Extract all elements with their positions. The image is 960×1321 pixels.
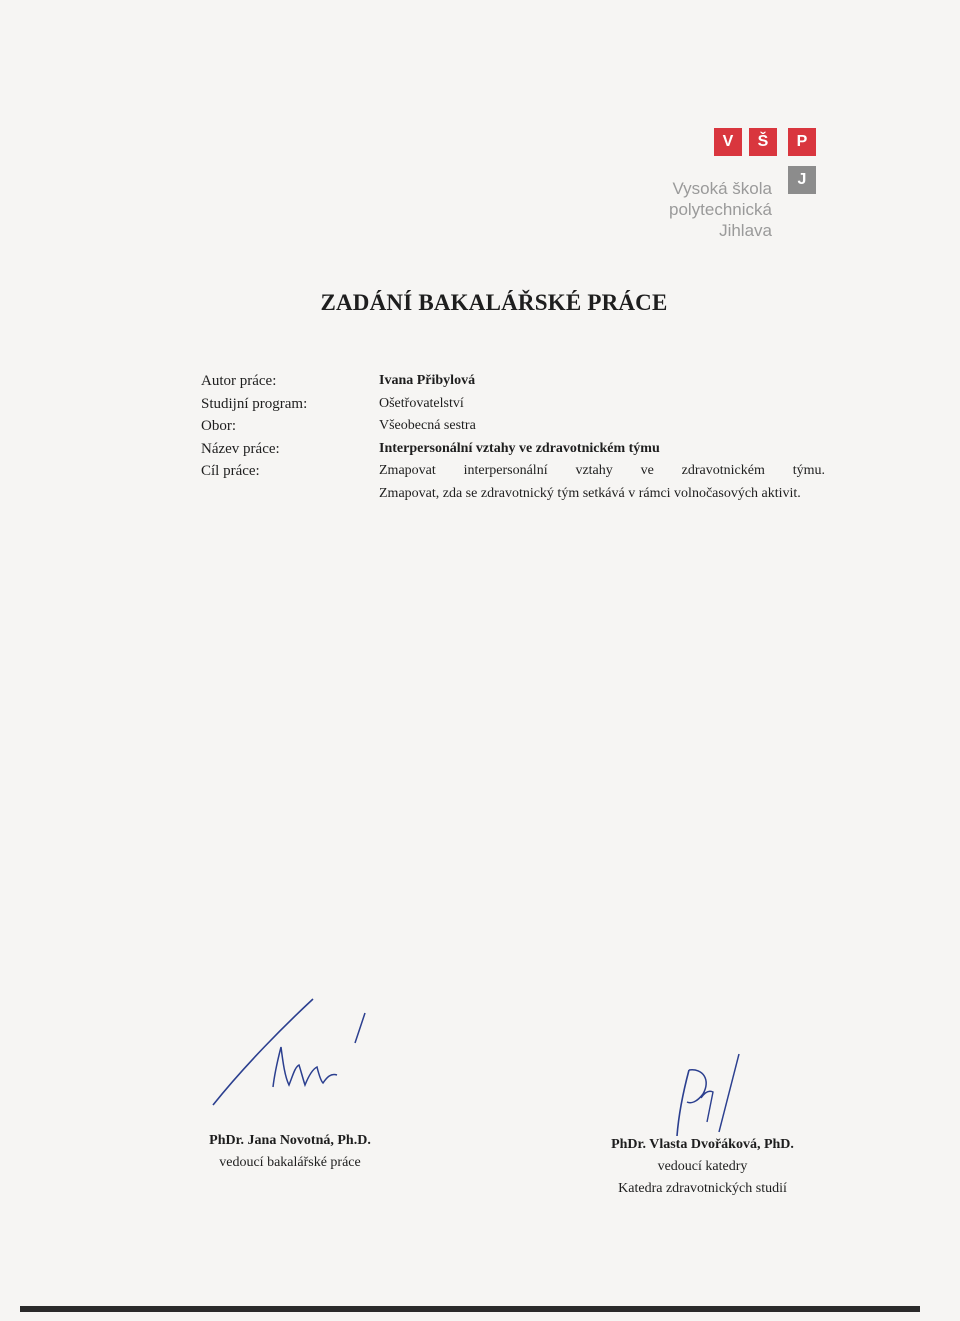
logo-letter-s: Š <box>749 128 777 156</box>
head-role: vedoucí katedry <box>657 1159 748 1174</box>
program-label: Studijní program: <box>201 395 308 412</box>
school-logo <box>650 128 830 258</box>
head-block <box>580 1134 825 1200</box>
field-labels <box>201 370 361 483</box>
head-signature <box>655 1050 765 1140</box>
goal-label: Cíl práce: <box>201 463 260 479</box>
goal-line-2: Zmapovat, zda se zdravotnický tým setkává v rámci volnočasových aktivit. <box>379 485 801 501</box>
head-department: Katedra zdravotnických studií <box>618 1181 787 1196</box>
school-name-line-1: Vysoká škola <box>672 179 772 198</box>
thesis-title-label: Název práce: <box>201 440 280 457</box>
goal-value <box>379 460 825 505</box>
document-title: ZADÁNÍ BAKALÁŘSKÉ PRÁCE <box>320 290 668 315</box>
program-value: Ošetřovatelství <box>379 395 464 411</box>
supervisor-name: PhDr. Jana Novotná, Ph.D. <box>209 1133 371 1148</box>
supervisor-signature <box>205 995 385 1120</box>
field-value: Všeobecná sestra <box>379 418 476 433</box>
author-value: Ivana Přibylová <box>379 373 476 388</box>
author-label: Autor práce: <box>201 373 277 389</box>
school-name <box>669 178 772 241</box>
head-name: PhDr. Vlasta Dvořáková, PhD. <box>611 1137 794 1152</box>
school-name-line-3: Jihlava <box>719 221 772 240</box>
supervisor-block <box>190 1130 390 1174</box>
field-values <box>379 370 825 505</box>
logo-letter-p: P <box>788 128 816 156</box>
field-label: Obor: <box>201 418 236 434</box>
thesis-title-value: Interpersonální vztahy ve zdravotnickém týmu <box>379 440 660 456</box>
logo-letter-j: J <box>788 166 816 194</box>
goal-line-1: Zmapovat interpersonální vztahy ve zdravotnickém týmu. <box>379 463 825 478</box>
logo-letter-v: V <box>714 128 742 156</box>
supervisor-role: vedoucí bakalářské práce <box>219 1155 361 1170</box>
school-name-line-2: polytechnická <box>668 200 772 219</box>
scan-edge-line <box>20 1306 920 1312</box>
